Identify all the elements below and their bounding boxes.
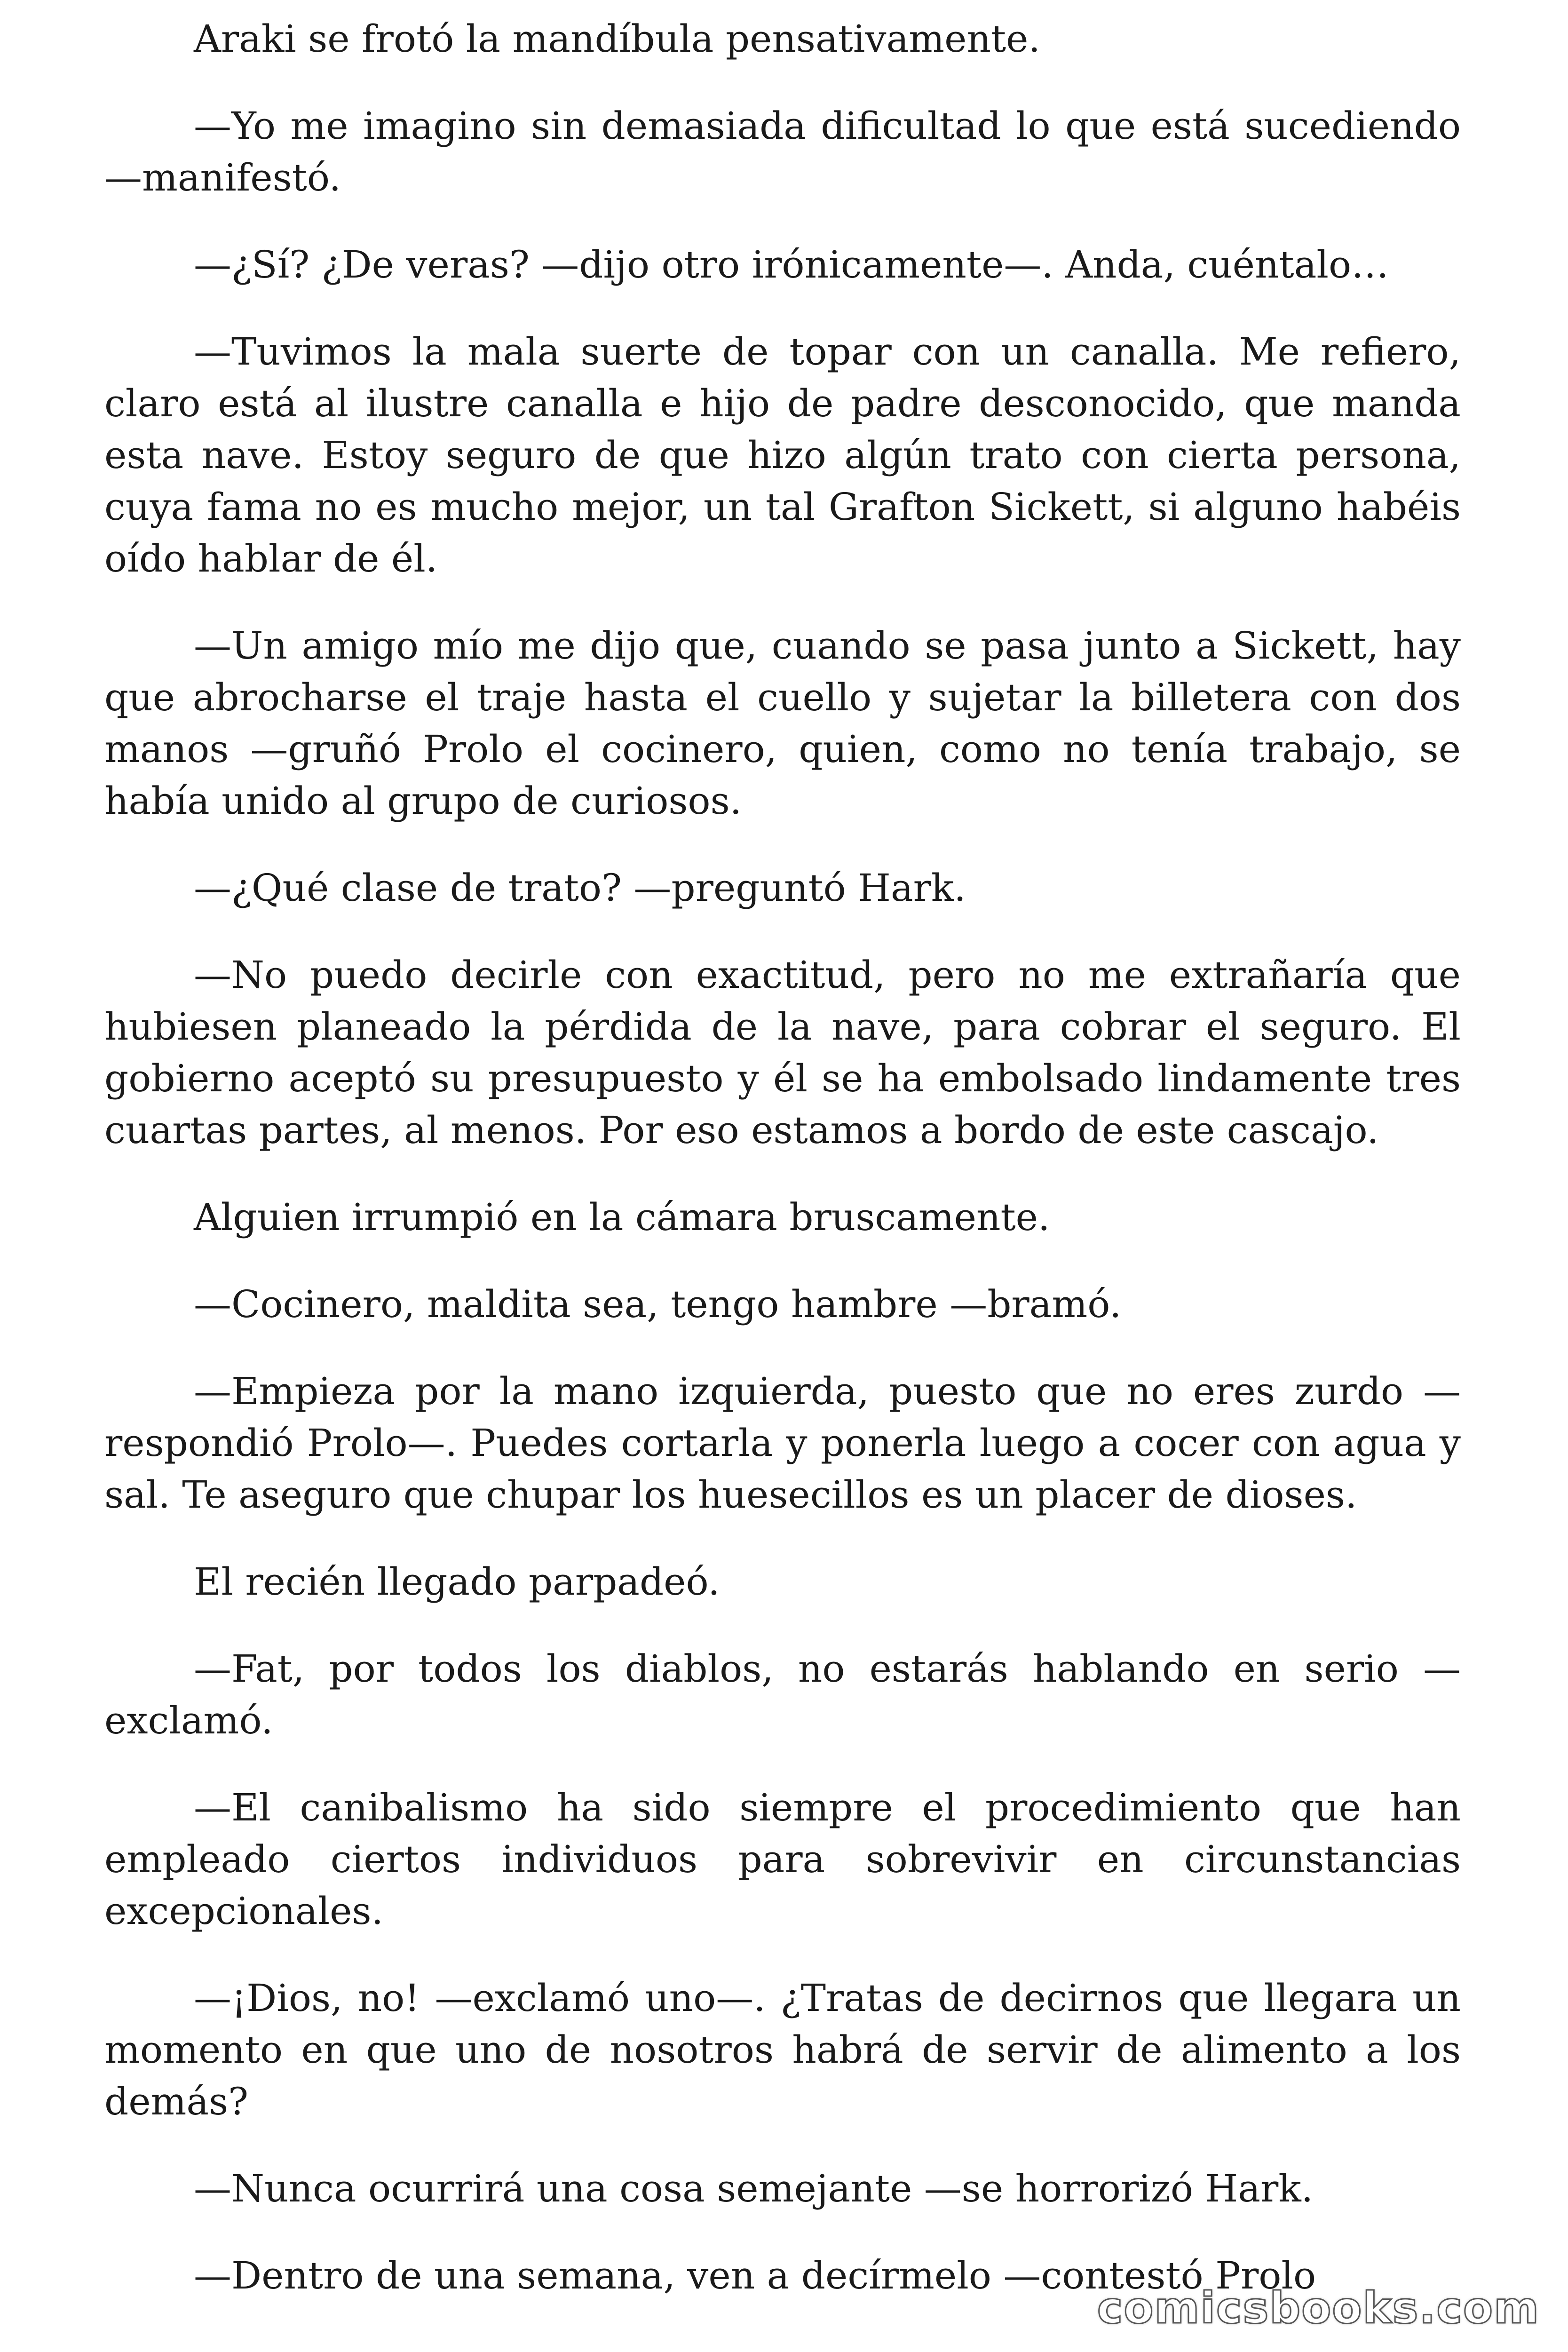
paragraph: —¡Dios, no! —exclamó uno—. ¿Tratas de decirnos que llegara un momento en que uno de nosotros habrá de servir de alimento a los demás?	[104, 1976, 1461, 2123]
paragraph: —Tuvimos la mala suerte de topar con un canalla. Me refiero, claro está al ilustre canalla e hijo de padre desconocido, que manda esta nave. Estoy seguro de que hizo algún trato con cierta persona, cuya fama no es mucho mejor, un tal Grafton Sickett, si alguno habéis oído hablar de él.	[104, 330, 1461, 580]
paragraph: —Fat, por todos los diablos, no estarás hablando en serio — exclamó.	[104, 1647, 1461, 1742]
paragraph: —El canibalismo ha sido siempre el procedimiento que han empleado ciertos individuos para sobrevivir en circunstancias excepcionales.	[104, 1786, 1461, 1933]
paragraph: —Un amigo mío me dijo que, cuando se pasa junto a Sickett, hay que abrocharse el traje hasta el cuello y sujetar la billetera con dos manos —gruñó Prolo el cocinero, quien, como no tenía trabajo, se había unido al grupo de curiosos.	[104, 624, 1461, 823]
paragraph: —No puedo decirle con exactitud, pero no me extrañaría que hubiesen planeado la pérdida de la nave, para cobrar el seguro. El gobierno aceptó su presupuesto y él se ha embolsado lindamente tres cuartas partes, al menos. Por eso estamos a bordo de este cascajo.	[104, 953, 1461, 1152]
paragraph: Alguien irrumpió en la cámara bruscamente.	[194, 1195, 1050, 1239]
watermark: comicsbooks.com	[1097, 2283, 1540, 2333]
paragraph: —Dentro de una semana, ven a decírmelo —contestó Prolo	[194, 2254, 1316, 2297]
paragraph: —Empieza por la mano izquierda, puesto que no eres zurdo — respondió Prolo—. Puedes cortarla y ponerla luego a cocer con agua y sal. Te aseguro que chupar los huesecillos es un placer de dioses.	[104, 1369, 1461, 1517]
paragraph: Araki se frotó la mandíbula pensativamente.	[194, 17, 1040, 61]
paragraph: —¿Sí? ¿De veras? —dijo otro irónicamente—. Anda, cuéntalo…	[194, 243, 1389, 286]
paragraph: —Yo me imagino sin demasiada dificultad lo que está sucediendo —manifestó.	[104, 104, 1461, 199]
paragraph: —¿Qué clase de trato? —preguntó Hark.	[194, 866, 966, 910]
paragraph: —Cocinero, maldita sea, tengo hambre —bramó.	[194, 1282, 1122, 1326]
paragraph: —Nunca ocurrirá una cosa semejante —se horrorizó Hark.	[194, 2167, 1314, 2210]
text-column	[104, 13, 1461, 2337]
paragraph: El recién llegado parpadeó.	[194, 1560, 720, 1604]
